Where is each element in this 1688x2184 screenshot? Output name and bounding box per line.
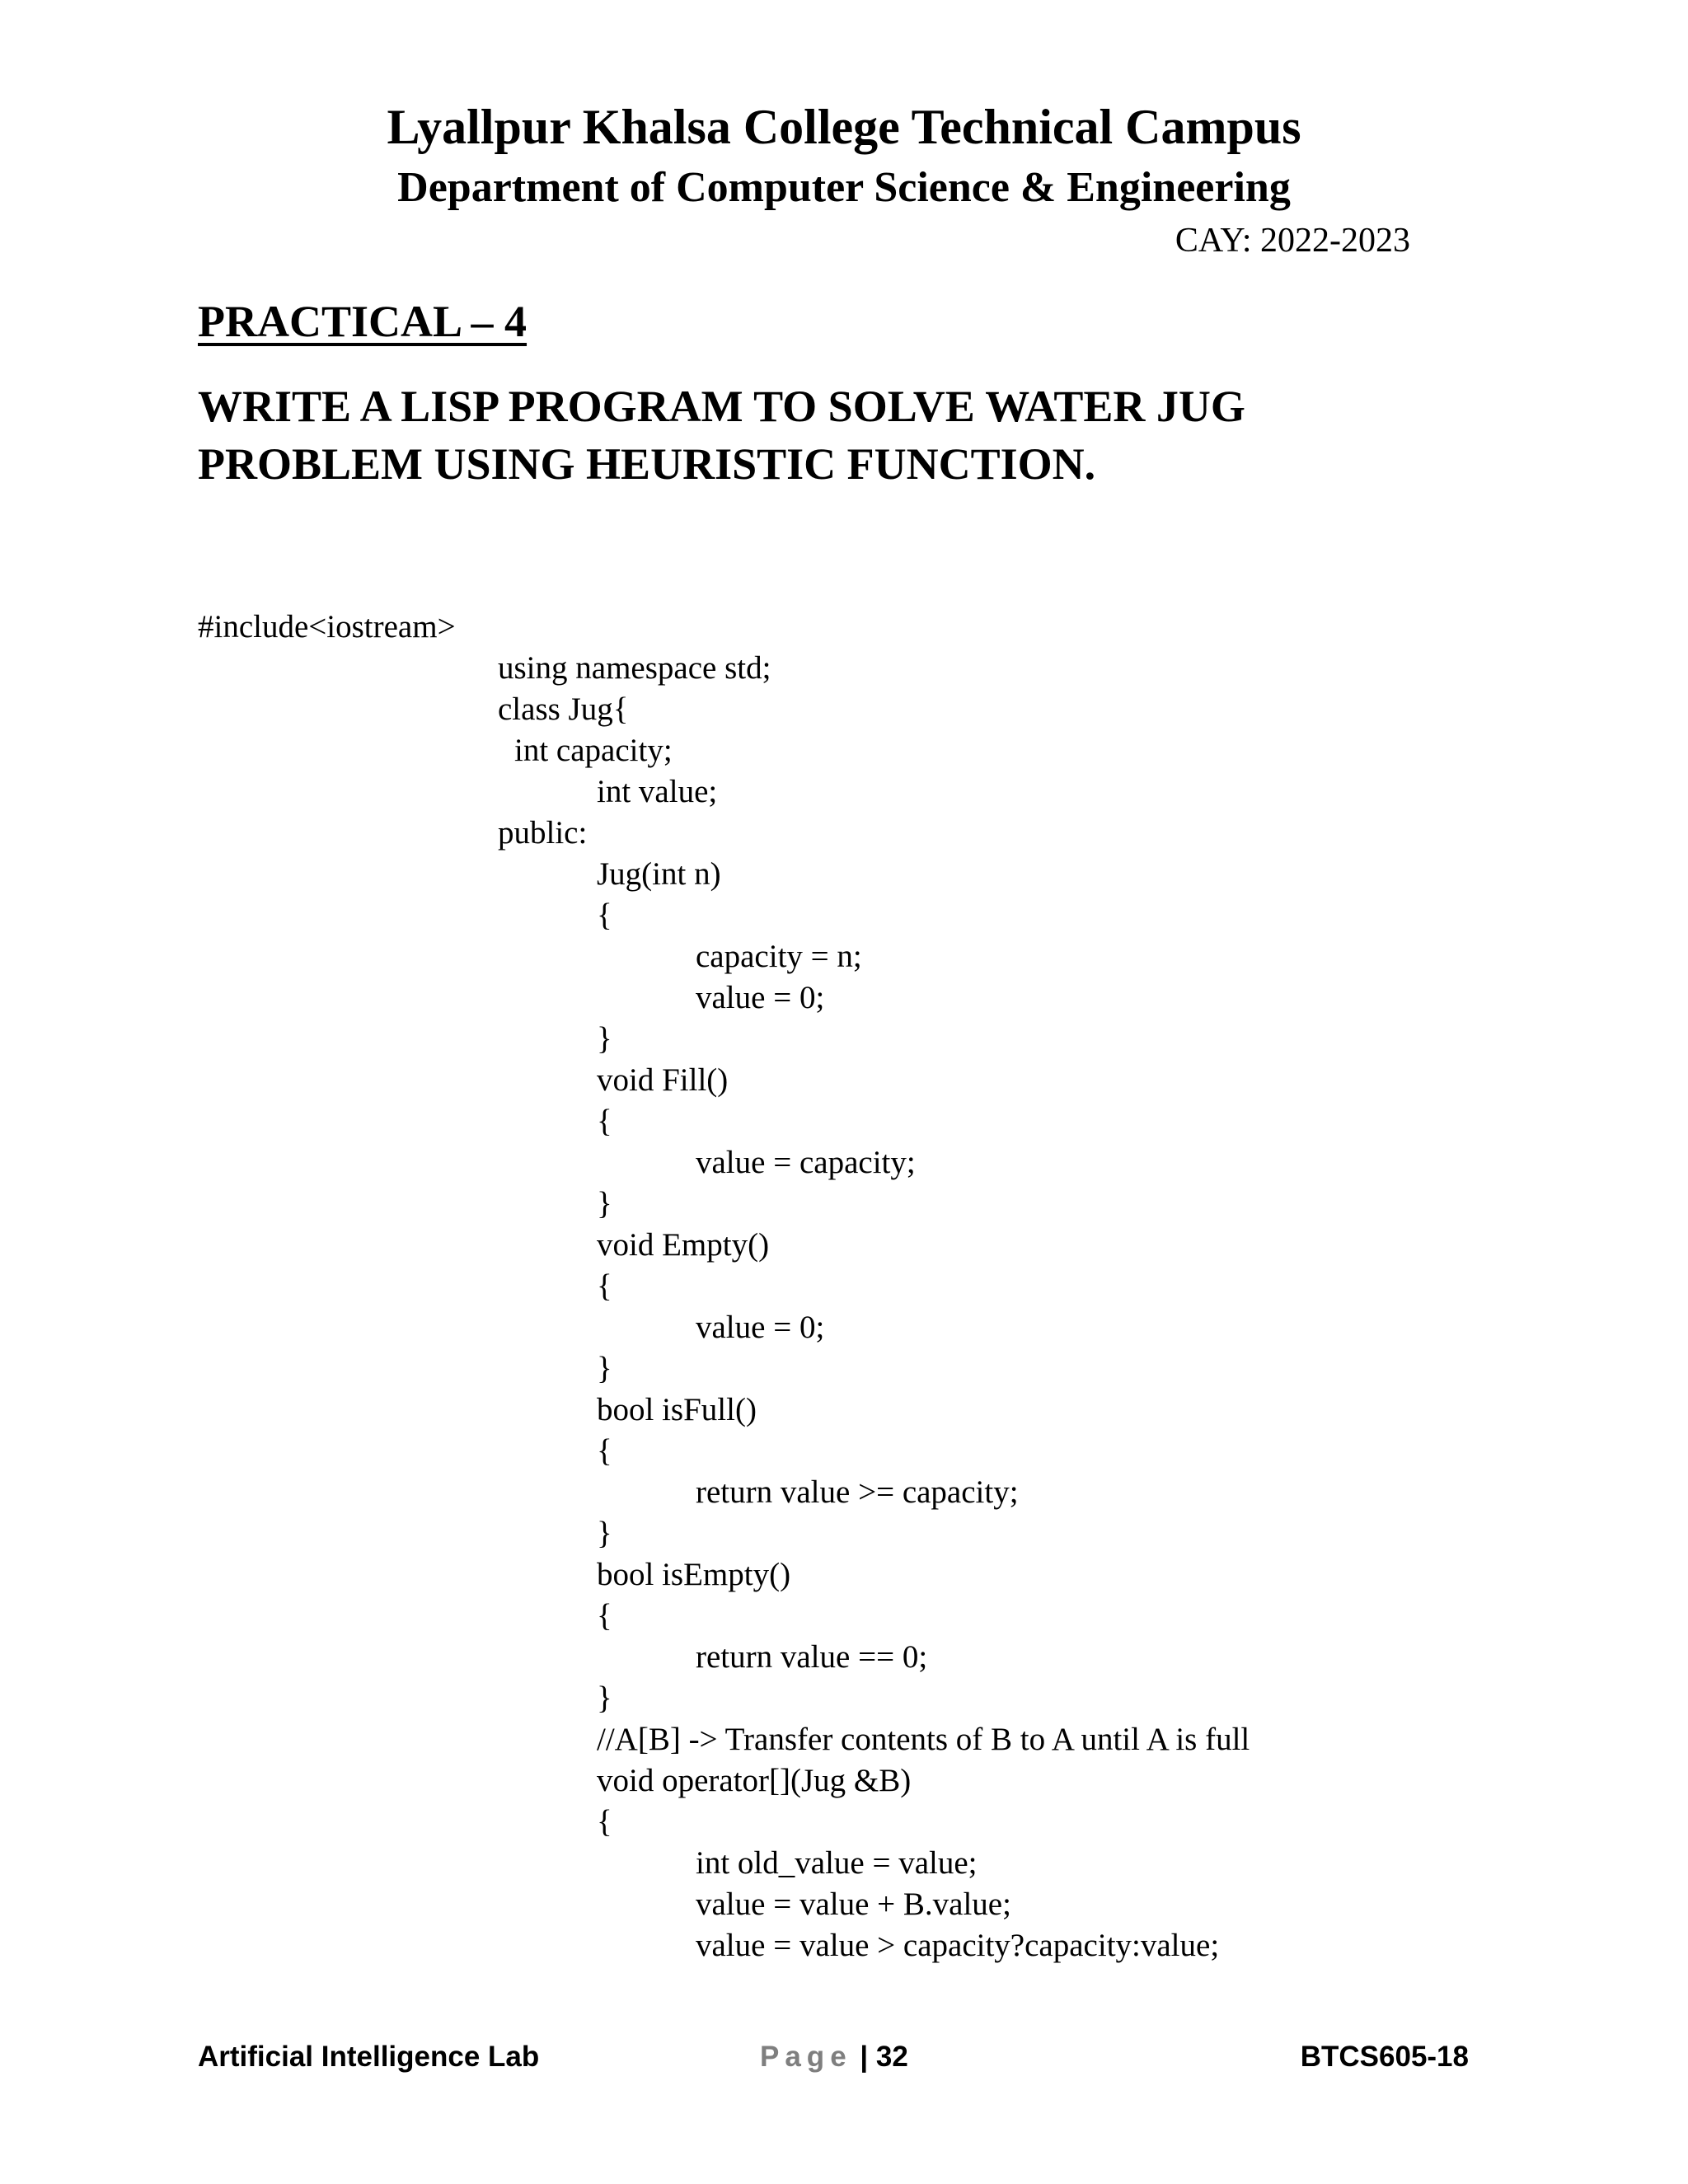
code-line: bool isFull()	[597, 1392, 757, 1427]
code-line: {	[597, 1104, 612, 1139]
college-name: Lyallpur Khalsa College Technical Campus	[387, 100, 1301, 154]
code-line: return value == 0;	[696, 1639, 928, 1675]
aim-line-1: WRITE A LISP PROGRAM TO SOLVE WATER JUG	[198, 382, 1245, 431]
footer-page-label: Page	[760, 2041, 852, 2073]
code-line: public:	[498, 815, 588, 851]
code-line: value = 0;	[696, 980, 825, 1015]
code-line: }	[597, 1186, 612, 1221]
code-line: class Jug{	[498, 691, 629, 727]
footer-page-info	[760, 2032, 908, 2082]
code-line: int old_value = value;	[696, 1845, 978, 1881]
code-line: value = value + B.value;	[696, 1886, 1011, 1922]
code-line: void Empty()	[597, 1227, 770, 1263]
code-line: return value >= capacity;	[696, 1474, 1019, 1510]
academic-year: CAY: 2022-2023	[1175, 222, 1410, 260]
department-name: Department of Computer Science & Engineering	[397, 164, 1291, 211]
footer-course-code: BTCS605-18	[1300, 2041, 1469, 2073]
code-line: //A[B] -> Transfer contents of B to A until A is full	[597, 1722, 1250, 1757]
aim-heading	[198, 377, 1517, 493]
code-line: void Fill()	[597, 1062, 729, 1098]
aim-line-2: PROBLEM USING HEURISTIC FUNCTION.	[198, 439, 1096, 489]
code-line: {	[597, 1433, 612, 1469]
code-line: bool isEmpty()	[597, 1557, 791, 1592]
code-line: {	[597, 1268, 612, 1304]
code-line: }	[597, 1516, 612, 1551]
code-line: {	[597, 1598, 612, 1633]
footer-separator: |	[860, 2041, 869, 2073]
footer-course-name: Artificial Intelligence Lab	[198, 2041, 540, 2073]
code-line: {	[597, 1804, 612, 1840]
page-footer	[0, 2032, 1688, 2082]
code-line: value = 0;	[696, 1310, 825, 1345]
code-line: Jug(int n)	[597, 856, 721, 892]
code-line: }	[597, 1680, 612, 1716]
code-line: int value;	[597, 774, 718, 809]
code-line: value = capacity;	[696, 1145, 916, 1180]
code-line: void operator[](Jug &B)	[597, 1763, 912, 1798]
code-line: int capacity;	[514, 733, 673, 768]
code-line: using namespace std;	[498, 650, 771, 686]
code-line: }	[597, 1021, 612, 1057]
code-line: }	[597, 1351, 612, 1386]
footer-page-number: 32	[875, 2041, 908, 2073]
code-line: #include<iostream>	[198, 609, 456, 644]
code-line: {	[597, 898, 612, 933]
code-line: capacity = n;	[696, 939, 862, 974]
code-line: value = value > capacity?capacity:value;	[696, 1928, 1220, 1963]
practical-title: PRACTICAL – 4	[198, 297, 528, 346]
